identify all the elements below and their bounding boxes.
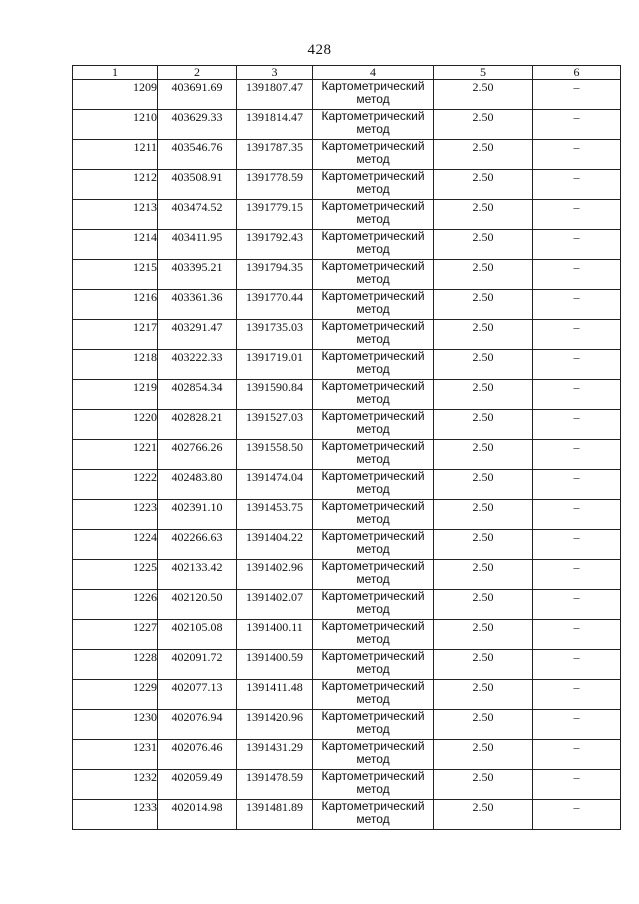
table-row	[73, 740, 621, 770]
coordinate-x: 402828.21	[158, 410, 237, 440]
point-number: 1213	[73, 200, 158, 230]
coordinate-y: 1391453.75	[237, 500, 313, 530]
method-line-1: Картометрический	[321, 739, 425, 753]
point-number: 1233	[73, 800, 158, 830]
accuracy-value: 2.50	[434, 530, 533, 560]
method-line-2: метод	[356, 212, 390, 226]
coordinate-x: 403222.33	[158, 350, 237, 380]
note-value: –	[533, 140, 621, 170]
point-number: 1209	[73, 80, 158, 110]
method-line-1: Картометрический	[321, 709, 425, 723]
method-cell	[313, 590, 434, 620]
method-cell	[313, 230, 434, 260]
accuracy-value: 2.50	[434, 80, 533, 110]
table-row	[73, 770, 621, 800]
point-number: 1223	[73, 500, 158, 530]
point-number: 1228	[73, 650, 158, 680]
method-line-2: метод	[356, 542, 390, 556]
method-line-2: метод	[356, 182, 390, 196]
accuracy-value: 2.50	[434, 350, 533, 380]
column-header-3: 3	[237, 66, 313, 80]
note-value: –	[533, 410, 621, 440]
point-number: 1220	[73, 410, 158, 440]
accuracy-value: 2.50	[434, 710, 533, 740]
method-line-1: Картометрический	[321, 469, 425, 483]
method-line-1: Картометрический	[321, 799, 425, 813]
coordinate-y: 1391404.22	[237, 530, 313, 560]
coordinate-x: 402014.98	[158, 800, 237, 830]
method-line-1: Картометрический	[321, 259, 425, 273]
method-line-1: Картометрический	[321, 679, 425, 693]
method-line-1: Картометрический	[321, 559, 425, 573]
coordinate-x: 402076.46	[158, 740, 237, 770]
accuracy-value: 2.50	[434, 170, 533, 200]
accuracy-value: 2.50	[434, 320, 533, 350]
table-row	[73, 290, 621, 320]
method-line-2: метод	[356, 122, 390, 136]
coordinate-y: 1391590.84	[237, 380, 313, 410]
method-cell	[313, 470, 434, 500]
coordinate-x: 403474.52	[158, 200, 237, 230]
accuracy-value: 2.50	[434, 800, 533, 830]
accuracy-value: 2.50	[434, 470, 533, 500]
note-value: –	[533, 770, 621, 800]
method-cell	[313, 500, 434, 530]
table-row	[73, 200, 621, 230]
point-number: 1216	[73, 290, 158, 320]
point-number: 1229	[73, 680, 158, 710]
method-line-2: метод	[356, 632, 390, 646]
point-number: 1222	[73, 470, 158, 500]
method-line-2: метод	[356, 272, 390, 286]
method-cell	[313, 680, 434, 710]
method-line-1: Картометрический	[321, 589, 425, 603]
note-value: –	[533, 500, 621, 530]
coordinate-x: 403508.91	[158, 170, 237, 200]
table-row	[73, 140, 621, 170]
coordinate-y: 1391558.50	[237, 440, 313, 470]
note-value: –	[533, 530, 621, 560]
coordinate-y: 1391527.03	[237, 410, 313, 440]
note-value: –	[533, 710, 621, 740]
table-row	[73, 80, 621, 110]
accuracy-value: 2.50	[434, 410, 533, 440]
table-row	[73, 620, 621, 650]
table-row	[73, 800, 621, 830]
coordinate-x: 402766.26	[158, 440, 237, 470]
coordinate-x: 402120.50	[158, 590, 237, 620]
coordinate-y: 1391719.01	[237, 350, 313, 380]
coordinate-x: 402077.13	[158, 680, 237, 710]
table-row	[73, 110, 621, 140]
method-line-2: метод	[356, 812, 390, 826]
accuracy-value: 2.50	[434, 290, 533, 320]
column-header-2: 2	[158, 66, 237, 80]
method-line-2: метод	[356, 362, 390, 376]
note-value: –	[533, 380, 621, 410]
accuracy-value: 2.50	[434, 230, 533, 260]
accuracy-value: 2.50	[434, 440, 533, 470]
coordinate-x: 403361.36	[158, 290, 237, 320]
method-line-1: Картометрический	[321, 199, 425, 213]
method-line-1: Картометрический	[321, 289, 425, 303]
table-row	[73, 590, 621, 620]
coordinate-x: 402266.63	[158, 530, 237, 560]
column-header-1: 1	[73, 66, 158, 80]
point-number: 1215	[73, 260, 158, 290]
method-line-1: Картометрический	[321, 619, 425, 633]
coordinate-y: 1391400.59	[237, 650, 313, 680]
method-line-1: Картометрический	[321, 769, 425, 783]
table-row	[73, 320, 621, 350]
coordinate-x: 402854.34	[158, 380, 237, 410]
point-number: 1221	[73, 440, 158, 470]
point-number: 1211	[73, 140, 158, 170]
point-number: 1210	[73, 110, 158, 140]
method-cell	[313, 770, 434, 800]
accuracy-value: 2.50	[434, 680, 533, 710]
method-cell	[313, 170, 434, 200]
point-number: 1212	[73, 170, 158, 200]
method-line-2: метод	[356, 392, 390, 406]
note-value: –	[533, 440, 621, 470]
coordinate-x: 402133.42	[158, 560, 237, 590]
coordinate-x: 403546.76	[158, 140, 237, 170]
coordinate-y: 1391478.59	[237, 770, 313, 800]
method-line-2: метод	[356, 512, 390, 526]
coordinate-y: 1391794.35	[237, 260, 313, 290]
note-value: –	[533, 80, 621, 110]
coordinate-x: 403691.69	[158, 80, 237, 110]
coordinate-y: 1391431.29	[237, 740, 313, 770]
column-header-6: 6	[533, 66, 621, 80]
method-line-2: метод	[356, 572, 390, 586]
coordinate-y: 1391779.15	[237, 200, 313, 230]
coordinate-y: 1391770.44	[237, 290, 313, 320]
coordinate-x: 402091.72	[158, 650, 237, 680]
method-line-2: метод	[356, 332, 390, 346]
method-line-1: Картометрический	[321, 409, 425, 423]
method-cell	[313, 200, 434, 230]
table-row	[73, 260, 621, 290]
coordinate-x: 402076.94	[158, 710, 237, 740]
point-number: 1232	[73, 770, 158, 800]
coordinate-y: 1391792.43	[237, 230, 313, 260]
note-value: –	[533, 740, 621, 770]
table-row	[73, 410, 621, 440]
method-line-1: Картометрический	[321, 529, 425, 543]
method-line-1: Картометрический	[321, 439, 425, 453]
table-row	[73, 710, 621, 740]
note-value: –	[533, 320, 621, 350]
accuracy-value: 2.50	[434, 260, 533, 290]
method-line-2: метод	[356, 152, 390, 166]
method-line-2: метод	[356, 692, 390, 706]
coordinate-y: 1391787.35	[237, 140, 313, 170]
column-header-5: 5	[434, 66, 533, 80]
table-header	[73, 66, 621, 80]
coordinate-x: 402483.80	[158, 470, 237, 500]
method-cell	[313, 80, 434, 110]
accuracy-value: 2.50	[434, 650, 533, 680]
table-row	[73, 500, 621, 530]
point-number: 1231	[73, 740, 158, 770]
coordinate-y: 1391400.11	[237, 620, 313, 650]
accuracy-value: 2.50	[434, 770, 533, 800]
note-value: –	[533, 470, 621, 500]
method-cell	[313, 140, 434, 170]
method-cell	[313, 380, 434, 410]
coordinate-x: 403395.21	[158, 260, 237, 290]
page-number: 428	[307, 42, 332, 58]
table-row	[73, 230, 621, 260]
coordinates-table	[72, 65, 621, 830]
method-line-1: Картометрический	[321, 169, 425, 183]
accuracy-value: 2.50	[434, 590, 533, 620]
method-cell	[313, 410, 434, 440]
accuracy-value: 2.50	[434, 200, 533, 230]
method-line-2: метод	[356, 302, 390, 316]
note-value: –	[533, 290, 621, 320]
method-line-1: Картометрический	[321, 379, 425, 393]
note-value: –	[533, 350, 621, 380]
method-cell	[313, 320, 434, 350]
coordinate-y: 1391778.59	[237, 170, 313, 200]
method-line-2: метод	[356, 602, 390, 616]
note-value: –	[533, 590, 621, 620]
note-value: –	[533, 620, 621, 650]
coordinate-y: 1391402.96	[237, 560, 313, 590]
note-value: –	[533, 680, 621, 710]
note-value: –	[533, 200, 621, 230]
point-number: 1214	[73, 230, 158, 260]
method-line-2: метод	[356, 482, 390, 496]
point-number: 1230	[73, 710, 158, 740]
accuracy-value: 2.50	[434, 500, 533, 530]
table-row	[73, 380, 621, 410]
method-cell	[313, 710, 434, 740]
method-line-2: метод	[356, 722, 390, 736]
coordinate-y: 1391420.96	[237, 710, 313, 740]
note-value: –	[533, 260, 621, 290]
method-cell	[313, 560, 434, 590]
method-line-2: метод	[356, 242, 390, 256]
note-value: –	[533, 800, 621, 830]
method-line-2: метод	[356, 752, 390, 766]
header-row	[73, 66, 621, 80]
note-value: –	[533, 650, 621, 680]
method-cell	[313, 350, 434, 380]
note-value: –	[533, 170, 621, 200]
method-line-1: Картометрический	[321, 319, 425, 333]
note-value: –	[533, 560, 621, 590]
method-line-2: метод	[356, 92, 390, 106]
accuracy-value: 2.50	[434, 560, 533, 590]
accuracy-value: 2.50	[434, 740, 533, 770]
table-row	[73, 680, 621, 710]
coordinate-y: 1391807.47	[237, 80, 313, 110]
table-row	[73, 440, 621, 470]
coordinate-y: 1391411.48	[237, 680, 313, 710]
coordinate-y: 1391474.04	[237, 470, 313, 500]
table-row	[73, 530, 621, 560]
method-line-2: метод	[356, 782, 390, 796]
table-row	[73, 470, 621, 500]
method-cell	[313, 800, 434, 830]
column-header-4: 4	[313, 66, 434, 80]
method-line-1: Картометрический	[321, 229, 425, 243]
method-line-1: Картометрический	[321, 349, 425, 363]
note-value: –	[533, 110, 621, 140]
point-number: 1219	[73, 380, 158, 410]
coordinate-y: 1391735.03	[237, 320, 313, 350]
coordinate-x: 402105.08	[158, 620, 237, 650]
point-number: 1224	[73, 530, 158, 560]
point-number: 1226	[73, 590, 158, 620]
table-row	[73, 170, 621, 200]
method-line-1: Картометрический	[321, 139, 425, 153]
method-cell	[313, 650, 434, 680]
coordinate-x: 403411.95	[158, 230, 237, 260]
coordinate-y: 1391481.89	[237, 800, 313, 830]
method-cell	[313, 740, 434, 770]
table-row	[73, 560, 621, 590]
method-line-1: Картометрический	[321, 649, 425, 663]
method-cell	[313, 290, 434, 320]
method-cell	[313, 530, 434, 560]
table-row	[73, 650, 621, 680]
method-cell	[313, 620, 434, 650]
point-number: 1227	[73, 620, 158, 650]
method-cell	[313, 440, 434, 470]
accuracy-value: 2.50	[434, 380, 533, 410]
method-cell	[313, 260, 434, 290]
accuracy-value: 2.50	[434, 620, 533, 650]
coordinate-y: 1391402.07	[237, 590, 313, 620]
method-line-2: метод	[356, 452, 390, 466]
table-row	[73, 350, 621, 380]
accuracy-value: 2.50	[434, 140, 533, 170]
coordinate-x: 402391.10	[158, 500, 237, 530]
method-line-1: Картометрический	[321, 79, 425, 93]
point-number: 1225	[73, 560, 158, 590]
point-number: 1218	[73, 350, 158, 380]
method-line-1: Картометрический	[321, 109, 425, 123]
table-body	[73, 80, 621, 830]
coordinate-y: 1391814.47	[237, 110, 313, 140]
note-value: –	[533, 230, 621, 260]
coordinate-x: 402059.49	[158, 770, 237, 800]
point-number: 1217	[73, 320, 158, 350]
coordinate-x: 403291.47	[158, 320, 237, 350]
coordinate-x: 403629.33	[158, 110, 237, 140]
method-line-2: метод	[356, 422, 390, 436]
method-cell	[313, 110, 434, 140]
accuracy-value: 2.50	[434, 110, 533, 140]
method-line-2: метод	[356, 662, 390, 676]
method-line-1: Картометрический	[321, 499, 425, 513]
